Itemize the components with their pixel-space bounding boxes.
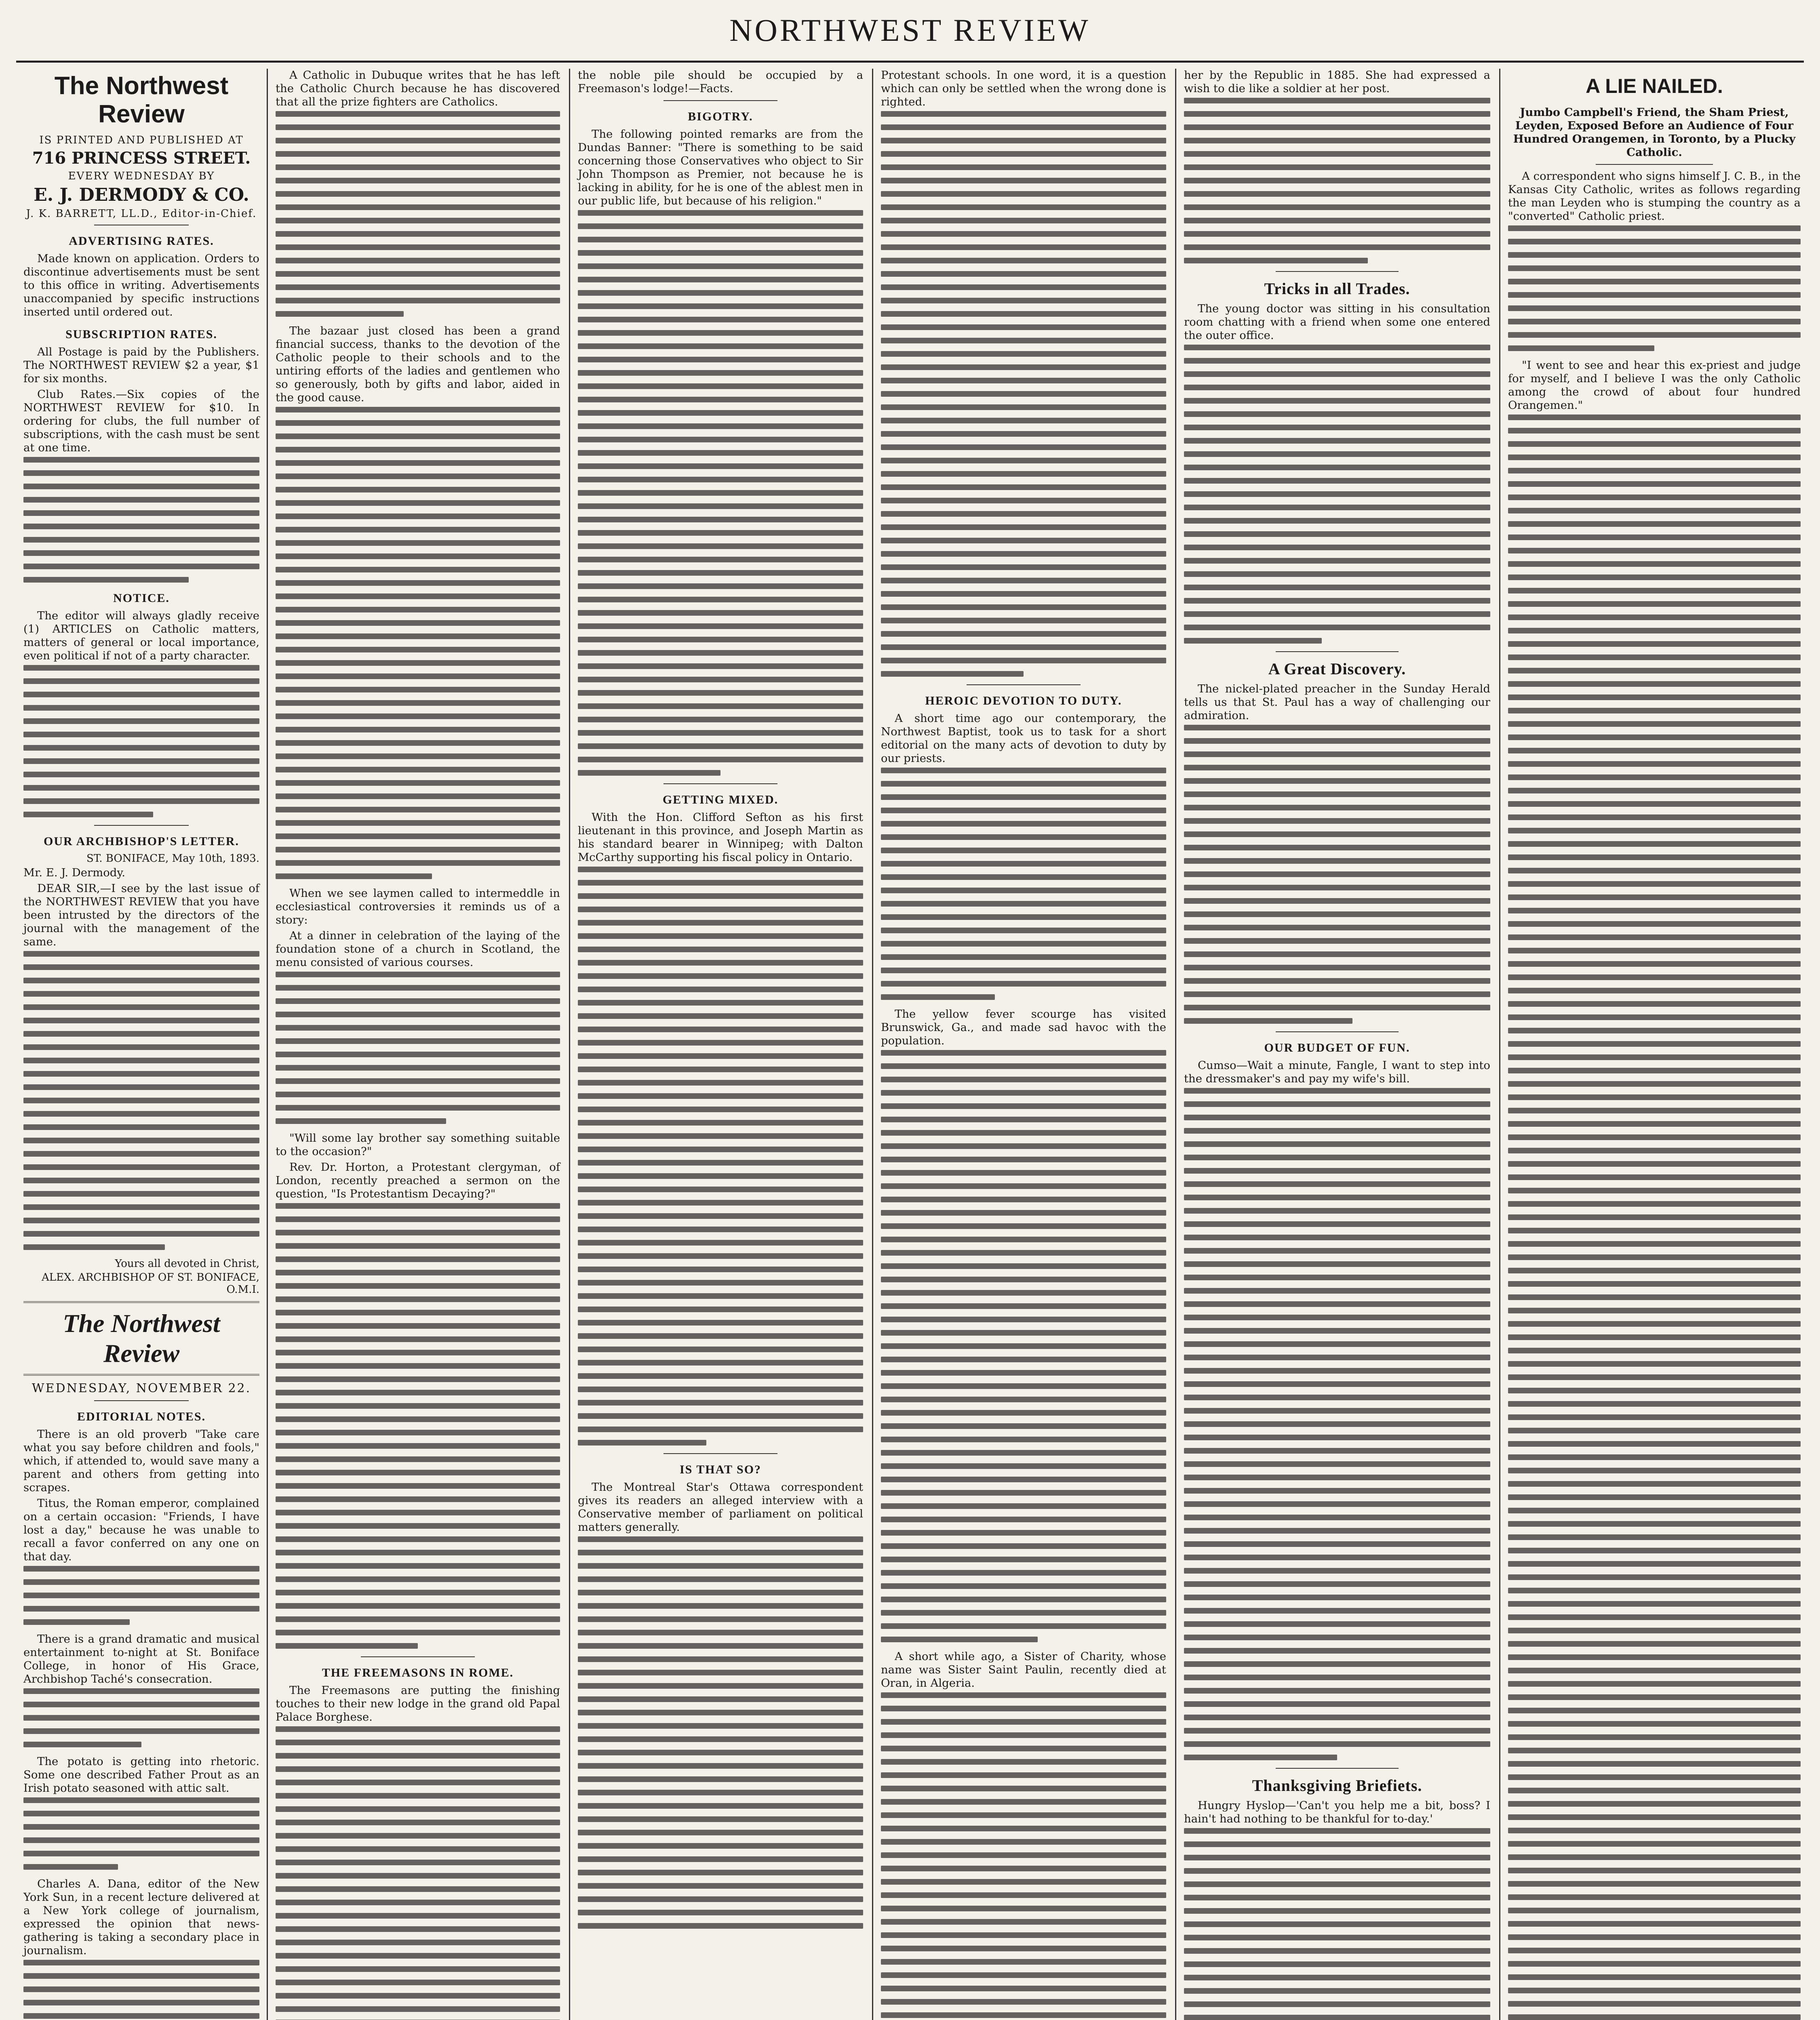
tricks-heading: Tricks in all Trades. — [1264, 280, 1410, 298]
isthatso-heading: IS THAT SO? — [679, 1463, 762, 1476]
divider — [94, 1400, 189, 1401]
article-text: Hungry Hyslop—'Can't you help me a bit, boss? I hain't had nothing to be thankful for to-day.' — [1184, 1799, 1490, 1825]
article-text: "Will some lay brother say something suitable to the occasion?" — [276, 1132, 560, 1158]
article-text: The following pointed remarks are from the Dundas Banner: "There is something to be said concerning those Conservatives who object to Sir John Thompson as Premier, not because he is lacking in ability, for he is one of the ablest men in our public life, but because of his religion." — [578, 128, 863, 207]
article-text: The young doctor was sitting in his consultation room chatting with a friend when some one entered the outer office. — [1184, 302, 1490, 342]
discovery-heading: A Great Discovery. — [1268, 660, 1406, 678]
advertising-text: Made known on application. Orders to discontinue advertisements must be sent to this office in writing. Advertisements unaccompanied by specific instructions inserted until ordered out. — [23, 252, 259, 318]
article-text: When we see laymen called to intermeddle in ecclesiastical controversies it reminds us of a story: — [276, 887, 560, 926]
body-text — [1508, 225, 1801, 351]
article-text: A Catholic in Dubuque writes that he has left the Catholic Church because he has discovered that all the prize fighters are Catholics. — [276, 69, 560, 108]
article-text: The bazaar just closed has been a grand financial success, thanks to the devotion of the Catholic people to their schools and to the untiring efforts of the ladies and gentlemen who so generously, both by gifts and labor, aided in the good cause. — [276, 324, 560, 404]
article-text: With the Hon. Clifford Sefton as his first lieutenant in this province, and Joseph Martin as his standard bearer in Winnipeg; with Dalton McCarthy supporting his fiscal policy in Ontario. — [578, 811, 863, 864]
column-rule — [569, 69, 570, 2020]
body-text — [23, 665, 259, 817]
issue-date: WEDNESDAY, NOVEMBER 22. — [32, 1381, 251, 1395]
masthead-address: 716 PRINCESS STREET. — [32, 149, 251, 168]
mixed-heading: GETTING MIXED. — [662, 793, 779, 806]
divider — [664, 783, 777, 784]
body-text — [23, 1688, 259, 1747]
column-1 — [16, 69, 267, 2020]
column-rule — [872, 69, 873, 2020]
freemason-heading: THE FREEMASONS IN ROME. — [322, 1666, 514, 1679]
body-text — [23, 1960, 259, 2020]
archbishop-heading: OUR ARCHBISHOP'S LETTER. — [44, 835, 239, 848]
editorial-text: There is an old proverb "Take care what you say before children and fools," which, if attended to, would save many a parent and others from getting into scrapes. — [23, 1428, 259, 1494]
column-4 — [874, 69, 1173, 2020]
page-header — [0, 0, 1820, 61]
column-rule — [267, 69, 268, 2020]
body-text — [1184, 725, 1490, 1024]
divider — [664, 1453, 777, 1454]
article-text: "I went to see and hear this ex-priest and judge for myself, and I believe I was the only Catholic among the crowd of about four hundred Orangemen." — [1508, 359, 1801, 412]
page-header-title: NORTHWEST REVIEW — [729, 13, 1091, 48]
editorial-text: There is a grand dramatic and musical entertainment to-night at St. Boniface College, in honor of His Grace, Archbishop Taché's consecration. — [23, 1633, 259, 1685]
fun-heading: OUR BUDGET OF FUN. — [1264, 1041, 1410, 1054]
divider — [94, 825, 189, 826]
column-rule — [1499, 69, 1500, 2020]
article-text: The Montreal Star's Ottawa correspondent gives its readers an alleged interview with a Conservative member of parliament on political matters generally. — [578, 1481, 863, 1534]
column-3 — [571, 69, 870, 2020]
subscription-text: Club Rates.—Six copies of the NORTHWEST REVIEW for $10. In ordering for clubs, the full number of subscriptions, with the cash must be sent at one time. — [23, 388, 259, 454]
masthead-line: EVERY WEDNESDAY BY — [68, 170, 215, 182]
archbishop-dateline: ST. BONIFACE, May 10th, 1893. — [86, 852, 259, 865]
body-text — [881, 768, 1166, 1000]
notice-text: The editor will always gladly receive (1) ARTICLES on Catholic matters, matters of general or local importance, even political if not of a party character. — [23, 609, 259, 662]
body-text — [578, 1536, 863, 1929]
article-text: her by the Republic in 1885. She had expressed a wish to die like a soldier at her post. — [1184, 69, 1490, 95]
body-text — [23, 1797, 259, 1870]
archbishop-signature: Yours all devoted in Christ, — [115, 1258, 259, 1270]
divider — [1596, 164, 1713, 165]
article-text: the noble pile should be occupied by a Freemason's lodge!—Facts. — [578, 69, 863, 95]
editorial-heading: EDITORIAL NOTES. — [77, 1410, 206, 1423]
editorial-text: Charles A. Dana, editor of the New York Sun, in a recent lecture delivered at a New York college of journalism, expressed the opinion that news-gathering is taking a secondary place in journalism. — [23, 1877, 259, 1957]
body-text — [881, 111, 1166, 677]
article-text: The yellow fever scourge has visited Brunswick, Ga., and made sad havoc with the population. — [881, 1008, 1166, 1047]
divider — [23, 1301, 259, 1303]
editorial-text: The potato is getting into rhetoric. Some one described Father Prout as an Irish potato seasoned with attic salt. — [23, 1755, 259, 1795]
body-text — [578, 867, 863, 1446]
column-5 — [1177, 69, 1498, 2020]
article-text: A short while ago, a Sister of Charity, whose name was Sister Saint Paulin, recently died at Oran, in Algeria. — [881, 1650, 1166, 1690]
body-text — [276, 407, 560, 879]
body-text — [578, 210, 863, 776]
thanksgiving-heading: Thanksgiving Briefiets. — [1252, 1776, 1422, 1795]
divider — [1276, 1768, 1398, 1769]
divider — [1276, 1031, 1398, 1032]
body-text — [1184, 1828, 1490, 2020]
body-text — [276, 1726, 560, 2020]
archbishop-signature: ALEX. ARCHBISHOP OF ST. BONIFACE, O.M.I. — [41, 1271, 259, 1296]
notice-heading: NOTICE. — [113, 591, 170, 605]
body-text — [881, 1050, 1166, 1642]
masthead-publisher: E. J. DERMODY & CO. — [34, 185, 249, 205]
article-text: The Freemasons are putting the finishing touches to their new lodge in the grand old Papal Palace Borghese. — [276, 1684, 560, 1723]
article-text: A short time ago our contemporary, the Northwest Baptist, took us to task for a short editorial on the many acts of devotion to duty by our priests. — [881, 712, 1166, 765]
masthead-title: The Northwest Review — [54, 72, 229, 128]
article-text: The nickel-plated preacher in the Sunday Herald tells us that St. Paul has a way of challenging our admiration. — [1184, 682, 1490, 722]
heroic-heading: HEROIC DEVOTION TO DUTY. — [925, 694, 1122, 707]
nameplate-title: The Northwest Review — [63, 1309, 220, 1368]
body-text — [276, 1203, 560, 1649]
lie-subhead: Jumbo Campbell's Friend, the Sham Priest, Leyden, Exposed Before an Audience of Four Hundred Orangemen, in Toronto, by a Plucky Catholic. — [1513, 106, 1796, 159]
body-text — [1184, 345, 1490, 644]
divider — [664, 100, 777, 101]
column-rule — [1175, 69, 1176, 2020]
body-text — [1184, 1088, 1490, 1760]
divider — [1276, 271, 1398, 272]
divider — [23, 1374, 259, 1376]
bigotry-heading: BIGOTRY. — [688, 110, 753, 123]
article-text: A correspondent who signs himself J. C. B., in the Kansas City Catholic, writes as follows regarding the man Leyden who is stumping the country as a "converted" Catholic priest. — [1508, 170, 1801, 223]
advertising-heading: ADVERTISING RATES. — [69, 234, 214, 248]
body-text — [23, 1566, 259, 1625]
article-text: Protestant schools. In one word, it is a question which can only be settled when the wrong done is righted. — [881, 69, 1166, 108]
body-text — [23, 951, 259, 1250]
body-text — [276, 972, 560, 1124]
editorial-text: Titus, the Roman emperor, complained on a certain occasion: "Friends, I have lost a day," because he was unable to recall a favor conferred on any one on that day. — [23, 1497, 259, 1563]
body-text — [1184, 98, 1490, 263]
divider — [361, 1656, 475, 1657]
body-text — [881, 1692, 1166, 2020]
divider — [1276, 651, 1398, 652]
article-text: Rev. Dr. Horton, a Protestant clergyman, of London, recently preached a sermon on the question, "Is Protestantism Decaying?" — [276, 1161, 560, 1200]
article-text: At a dinner in celebration of the laying of the foundation stone of a church in Scotland, the menu consisted of various courses. — [276, 929, 560, 969]
masthead-line: IS PRINTED AND PUBLISHED AT — [39, 134, 244, 146]
masthead-editor: J. K. BARRETT, LL.D., Editor-in-Chief. — [26, 208, 257, 220]
article-text: Cumso—Wait a minute, Fangle, I want to step into the dressmaker's and pay my wife's bill. — [1184, 1059, 1490, 1085]
body-text — [1508, 415, 1801, 2020]
column-2 — [268, 69, 567, 2020]
column-6 — [1501, 69, 1808, 2020]
body-text — [276, 111, 560, 317]
subscription-heading: SUBSCRIPTION RATES. — [65, 328, 217, 341]
archbishop-salutation: Mr. E. J. Dermody. — [23, 866, 126, 879]
subscription-text: All Postage is paid by the Publishers. The NORTHWEST REVIEW $2 a year, $1 for six months. — [23, 345, 259, 385]
body-text — [23, 457, 259, 583]
archbishop-text: DEAR SIR,—I see by the last issue of the NORTHWEST REVIEW that you have been intrusted by the directors of the journal with the management of the same. — [23, 882, 259, 948]
divider — [967, 684, 1081, 685]
header-rule — [16, 61, 1804, 63]
lie-heading: A LIE NAILED. — [1586, 75, 1723, 97]
